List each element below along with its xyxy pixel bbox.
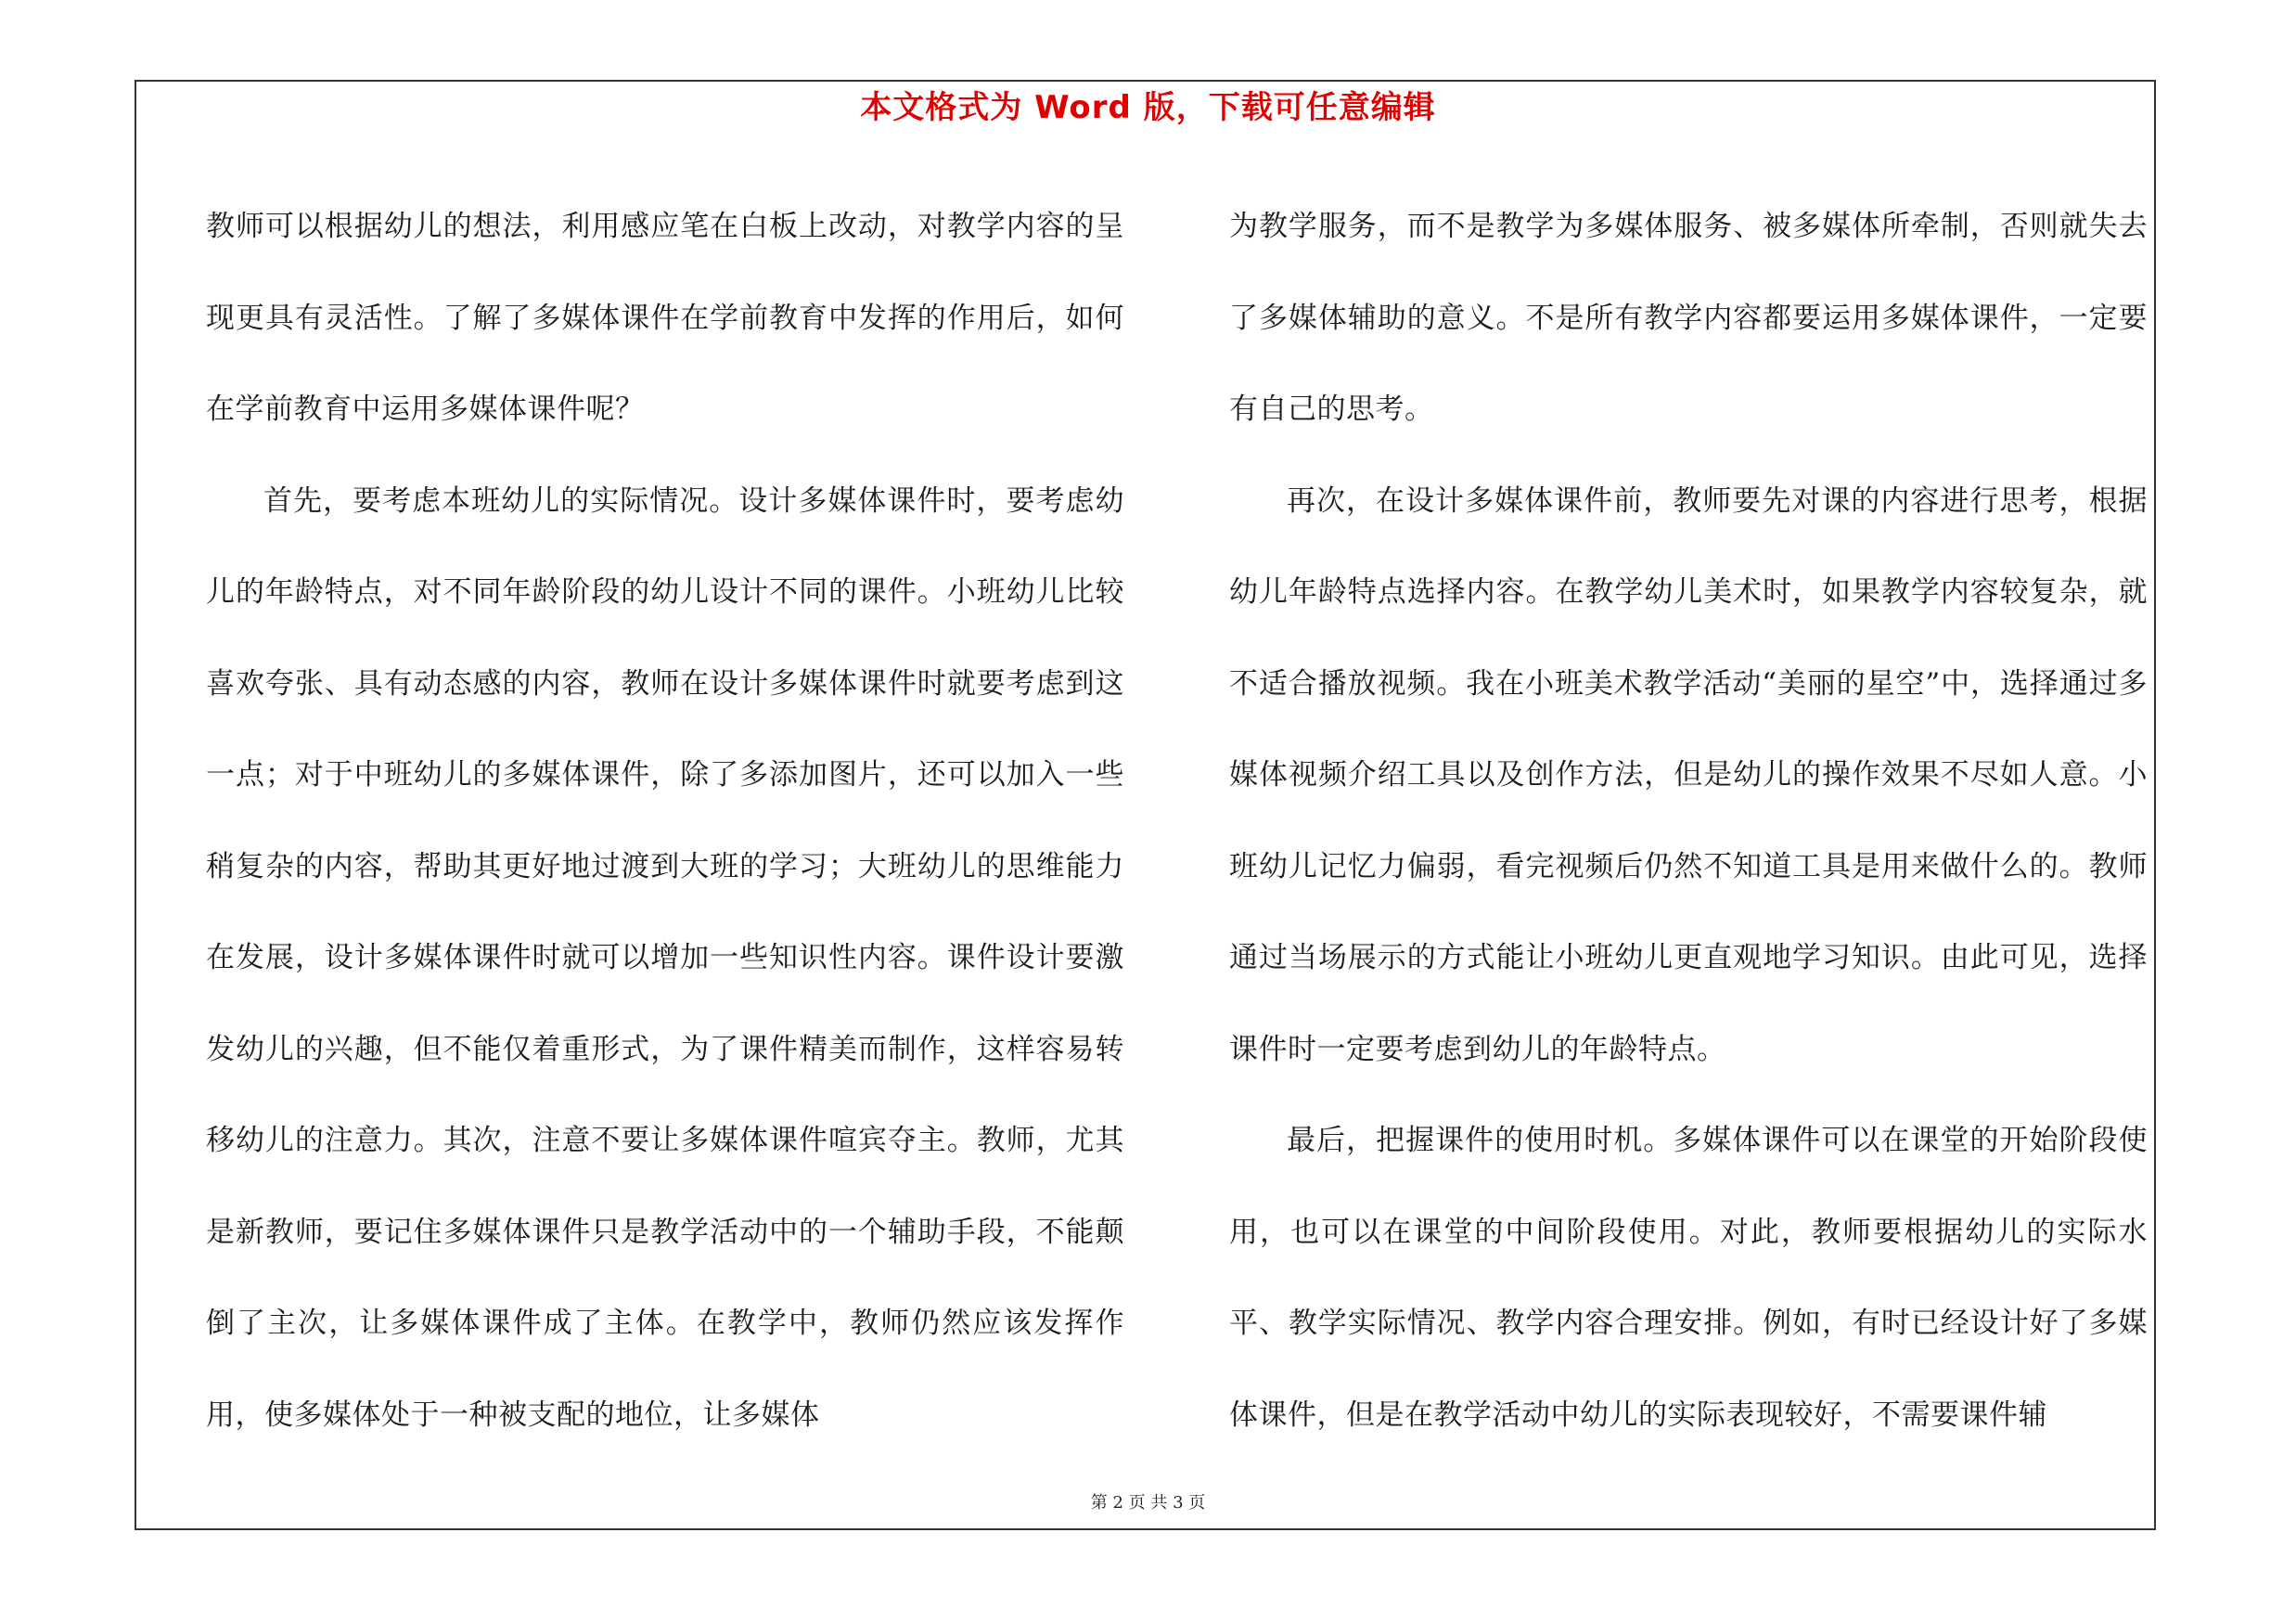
paragraph-continuation: 为教学服务，而不是教学为多媒体服务、被多媒体所牵制，否则就失去了多媒体辅助的意义。不是所有教学内容都要运用多媒体课件，一定要有自己的思考。	[1229, 210, 2148, 426]
page-number-footer: 第 2 页 共 3 页	[1090, 1493, 1206, 1513]
left-text-column	[206, 181, 1124, 1461]
paragraph: 最后，把握课件的使用时机。多媒体课件可以在课堂的开始阶段使用，也可以在课堂的中间阶段使用。对此，教师要根据幼儿的实际水平、教学实际情况、教学内容合理安排。例如，有时已经设计好了多媒体课件，但是在教学活动中幼儿的实际表现较好，不需要课件辅	[1229, 1124, 2148, 1432]
format-notice-banner: 本文格式为 Word 版，下载可任意编辑	[860, 89, 1436, 126]
right-text-column	[1229, 181, 2148, 1461]
paragraph: 再次，在设计多媒体课件前，教师要先对课的内容进行思考，根据幼儿年龄特点选择内容。在教学幼儿美术时，如果教学内容较复杂，就不适合播放视频。我在小班美术教学活动“美丽的星空”中，选择通过多媒体视频介绍工具以及创作方法，但是幼儿的操作效果不尽如人意。小班幼儿记忆力偏弱，看完视频后仍然不知道工具是用来做什么的。教师通过当场展示的方式能让小班幼儿更直观地学习知识。由此可见，选择课件时一定要考虑到幼儿的年龄特点。	[1229, 483, 2148, 1066]
paragraph-continuation: 教师可以根据幼儿的想法，利用感应笔在白板上改动，对教学内容的呈现更具有灵活性。了解了多媒体课件在学前教育中发挥的作用后，如何在学前教育中运用多媒体课件呢？	[206, 210, 1124, 426]
paragraph: 首先，要考虑本班幼儿的实际情况。设计多媒体课件时，要考虑幼儿的年龄特点，对不同年龄阶段的幼儿设计不同的课件。小班幼儿比较喜欢夸张、具有动态感的内容，教师在设计多媒体课件时就要考虑到这一点；对于中班幼儿的多媒体课件，除了多添加图片，还可以加入一些稍复杂的内容，帮助其更好地过渡到大班的学习；大班幼儿的思维能力在发展，设计多媒体课件时就可以增加一些知识性内容。课件设计要激发幼儿的兴趣，但不能仅着重形式，为了课件精美而制作，这样容易转移幼儿的注意力。其次，注意不要让多媒体课件喧宾夺主。教师，尤其是新教师，要记住多媒体课件只是教学活动中的一个辅助手段，不能颠倒了主次，让多媒体课件成了主体。在教学中，教师仍然应该发挥作用，使多媒体处于一种被支配的地位，让多媒体	[206, 483, 1124, 1432]
